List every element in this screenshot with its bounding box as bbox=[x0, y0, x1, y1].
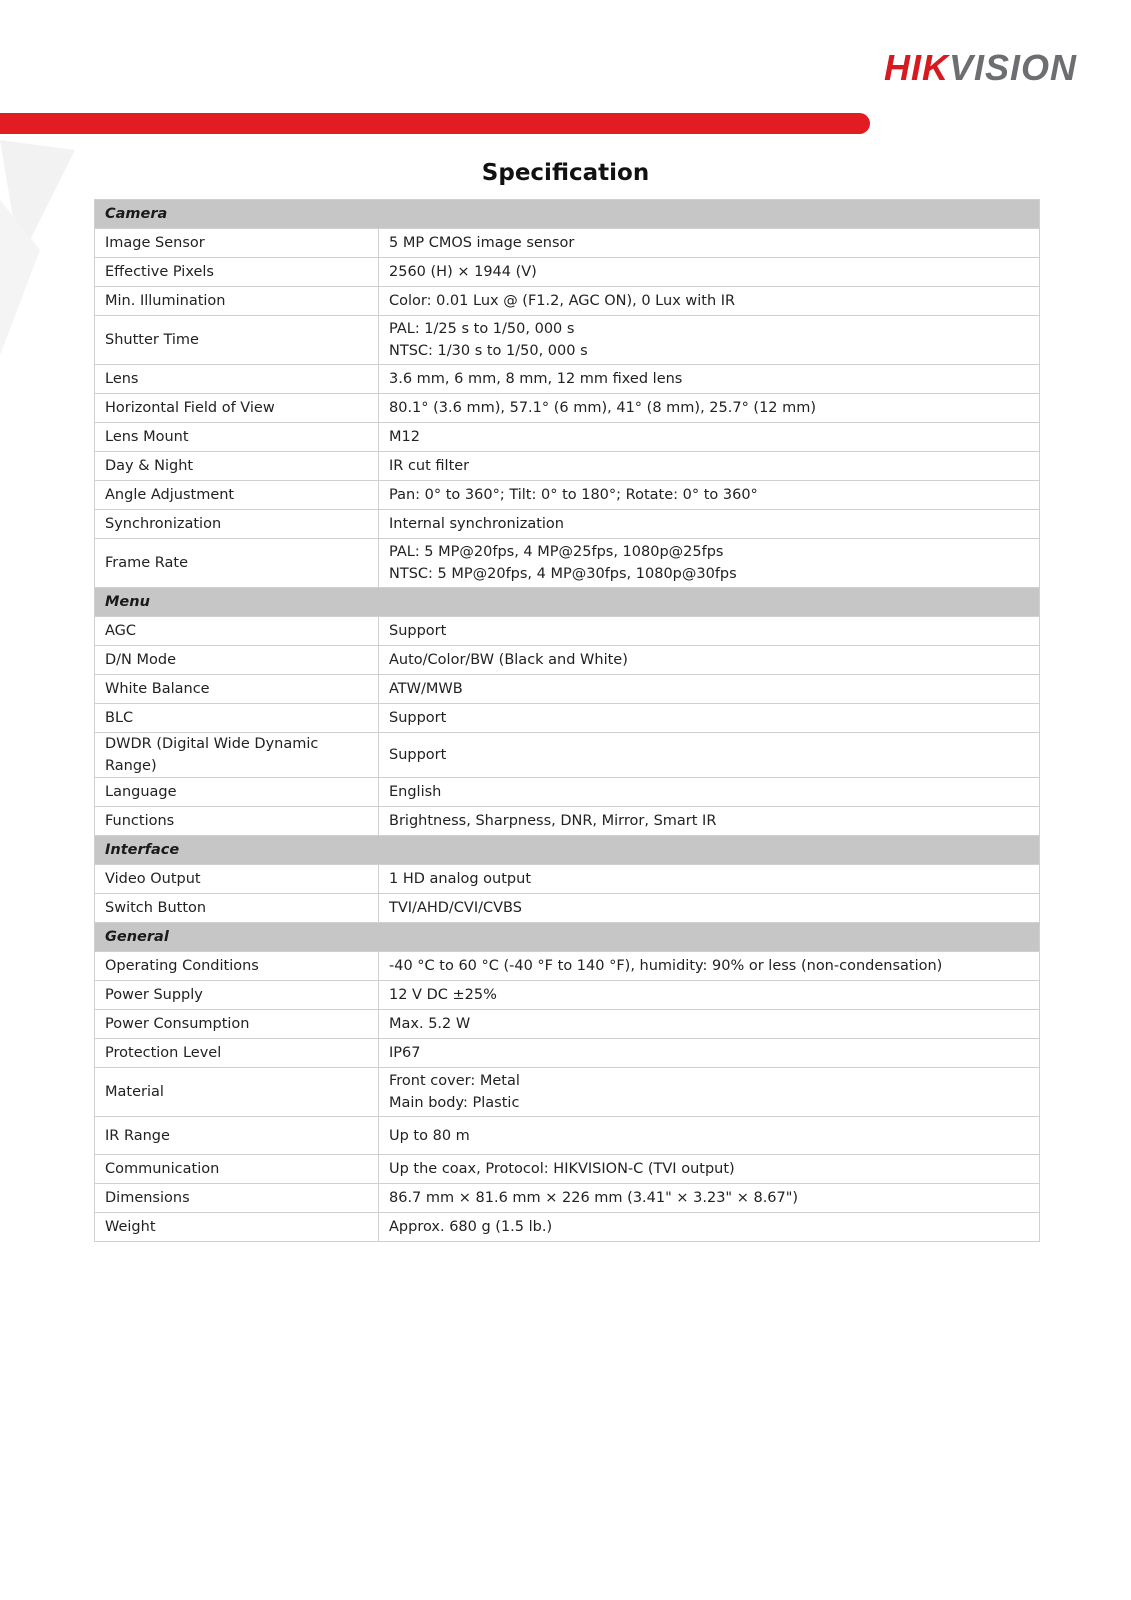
spec-value bbox=[379, 1010, 1040, 1039]
spec-row-weight bbox=[95, 1213, 1040, 1242]
spec-row-power-consumption bbox=[95, 1010, 1040, 1039]
spec-value-line: -40 °C to 60 °C (-40 °F to 140 °F), humidity: 90% or less (non-condensation) bbox=[389, 958, 943, 974]
spec-value bbox=[379, 952, 1040, 981]
section-title: Camera bbox=[95, 200, 1040, 229]
spec-value bbox=[379, 481, 1040, 510]
spec-row-d-n-mode bbox=[95, 646, 1040, 675]
spec-label: Shutter Time bbox=[95, 316, 379, 365]
spec-value bbox=[379, 865, 1040, 894]
spec-value-line: Front cover: Metal bbox=[389, 1073, 520, 1089]
spec-value bbox=[379, 617, 1040, 646]
spec-value-line: 12 V DC ±25% bbox=[389, 987, 497, 1003]
spec-label: Dimensions bbox=[95, 1184, 379, 1213]
spec-value bbox=[379, 258, 1040, 287]
spec-row-protection-level bbox=[95, 1039, 1040, 1068]
section-header-interface bbox=[95, 836, 1040, 865]
hikvision-logo bbox=[883, 47, 1077, 88]
spec-value-line: Approx. 680 g (1.5 lb.) bbox=[389, 1219, 553, 1235]
spec-value bbox=[379, 1213, 1040, 1242]
spec-value-line: Pan: 0° to 360°; Tilt: 0° to 180°; Rotate: 0° to 360° bbox=[389, 487, 758, 503]
spec-value-line: NTSC: 5 MP@20fps, 4 MP@30fps, 1080p@30fps bbox=[389, 566, 737, 582]
spec-row-switch-button bbox=[95, 894, 1040, 923]
spec-value bbox=[379, 894, 1040, 923]
spec-label: Frame Rate bbox=[95, 539, 379, 588]
spec-value bbox=[379, 316, 1040, 365]
spec-value-line: Main body: Plastic bbox=[389, 1095, 520, 1111]
spec-value bbox=[379, 646, 1040, 675]
spec-value-line: Internal synchronization bbox=[389, 516, 564, 532]
section-title: Interface bbox=[95, 836, 1040, 865]
specification-table bbox=[94, 199, 1040, 1242]
spec-value-line: Support bbox=[389, 747, 447, 763]
spec-label: Power Supply bbox=[95, 981, 379, 1010]
spec-value-line: ATW/MWB bbox=[389, 681, 463, 697]
section-header-camera bbox=[95, 200, 1040, 229]
spec-value-line: 80.1° (3.6 mm), 57.1° (6 mm), 41° (8 mm), 25.7° (12 mm) bbox=[389, 400, 817, 416]
spec-value bbox=[379, 365, 1040, 394]
spec-value-line: IP67 bbox=[389, 1045, 421, 1061]
spec-value bbox=[379, 1155, 1040, 1184]
spec-value bbox=[379, 1184, 1040, 1213]
spec-row-effective-pixels bbox=[95, 258, 1040, 287]
spec-row-blc bbox=[95, 704, 1040, 733]
spec-value-line: Support bbox=[389, 623, 447, 639]
spec-row-shutter-time bbox=[95, 316, 1040, 365]
spec-value-line: Up to 80 m bbox=[389, 1127, 470, 1144]
spec-label: IR Range bbox=[95, 1117, 379, 1155]
spec-label: Day & Night bbox=[95, 452, 379, 481]
spec-label: Weight bbox=[95, 1213, 379, 1242]
spec-value-line: TVI/AHD/CVI/CVBS bbox=[389, 900, 522, 916]
section-header-menu bbox=[95, 588, 1040, 617]
spec-label: Material bbox=[95, 1068, 379, 1117]
spec-value bbox=[379, 733, 1040, 778]
spec-label: Video Output bbox=[95, 865, 379, 894]
spec-value bbox=[379, 1117, 1040, 1155]
spec-value bbox=[379, 510, 1040, 539]
spec-label: Power Consumption bbox=[95, 1010, 379, 1039]
spec-label: Lens bbox=[95, 365, 379, 394]
spec-row-material bbox=[95, 1068, 1040, 1117]
spec-value bbox=[379, 675, 1040, 704]
spec-label: Image Sensor bbox=[95, 229, 379, 258]
spec-row-functions bbox=[95, 807, 1040, 836]
spec-value bbox=[379, 452, 1040, 481]
spec-value-line: PAL: 1/25 s to 1/50, 000 s bbox=[389, 321, 575, 337]
spec-value bbox=[379, 1039, 1040, 1068]
spec-label: Communication bbox=[95, 1155, 379, 1184]
page-title: Specification bbox=[481, 160, 650, 186]
spec-label: Angle Adjustment bbox=[95, 481, 379, 510]
spec-value bbox=[379, 704, 1040, 733]
spec-label: Switch Button bbox=[95, 894, 379, 923]
spec-value-line: 2560 (H) × 1944 (V) bbox=[389, 264, 537, 280]
spec-row-lens bbox=[95, 365, 1040, 394]
section-header-general bbox=[95, 923, 1040, 952]
spec-row-image-sensor bbox=[95, 229, 1040, 258]
spec-row-ir-range bbox=[95, 1117, 1040, 1155]
section-title: Menu bbox=[95, 588, 1040, 617]
spec-value bbox=[379, 981, 1040, 1010]
spec-row-language bbox=[95, 778, 1040, 807]
spec-label: Operating Conditions bbox=[95, 952, 379, 981]
spec-label: Synchronization bbox=[95, 510, 379, 539]
spec-value bbox=[379, 1068, 1040, 1117]
spec-label: D/N Mode bbox=[95, 646, 379, 675]
spec-label: Min. Illumination bbox=[95, 287, 379, 316]
spec-label: Effective Pixels bbox=[95, 258, 379, 287]
spec-value bbox=[379, 539, 1040, 588]
spec-row-day-night bbox=[95, 452, 1040, 481]
spec-label: Language bbox=[95, 778, 379, 807]
spec-value-line: 86.7 mm × 81.6 mm × 226 mm (3.41" × 3.23" × 8.67") bbox=[389, 1190, 799, 1206]
spec-value bbox=[379, 229, 1040, 258]
spec-value-line: 5 MP CMOS image sensor bbox=[389, 235, 575, 251]
spec-row-power-supply bbox=[95, 981, 1040, 1010]
spec-row-operating-conditions bbox=[95, 952, 1040, 981]
logo-vision-text: VISION bbox=[948, 47, 1077, 88]
spec-value-line: Brightness, Sharpness, DNR, Mirror, Smart IR bbox=[389, 813, 717, 829]
spec-row-dwdr-digital-wide-dynamic-range bbox=[95, 733, 1040, 778]
spec-value-line: Support bbox=[389, 710, 447, 726]
spec-label: Functions bbox=[95, 807, 379, 836]
spec-label: DWDR (Digital Wide Dynamic Range) bbox=[95, 733, 379, 778]
spec-value-line: M12 bbox=[389, 429, 420, 445]
spec-label: Lens Mount bbox=[95, 423, 379, 452]
spec-value-line: Auto/Color/BW (Black and White) bbox=[389, 652, 628, 668]
spec-value-line: English bbox=[389, 784, 442, 800]
spec-row-white-balance bbox=[95, 675, 1040, 704]
header-red-bar bbox=[0, 113, 870, 134]
spec-row-min-illumination bbox=[95, 287, 1040, 316]
spec-value bbox=[379, 807, 1040, 836]
spec-value-line: 3.6 mm, 6 mm, 8 mm, 12 mm fixed lens bbox=[389, 371, 683, 387]
spec-value-line: PAL: 5 MP@20fps, 4 MP@25fps, 1080p@25fps bbox=[389, 544, 724, 560]
spec-value-line: Up the coax, Protocol: HIKVISION-C (TVI output) bbox=[389, 1161, 735, 1177]
spec-row-agc bbox=[95, 617, 1040, 646]
spec-value-line: NTSC: 1/30 s to 1/50, 000 s bbox=[389, 343, 588, 359]
spec-row-frame-rate bbox=[95, 539, 1040, 588]
spec-value bbox=[379, 287, 1040, 316]
spec-row-video-output bbox=[95, 865, 1040, 894]
spec-value-line: Max. 5.2 W bbox=[389, 1016, 471, 1032]
spec-value bbox=[379, 778, 1040, 807]
spec-row-dimensions bbox=[95, 1184, 1040, 1213]
spec-row-communication bbox=[95, 1155, 1040, 1184]
spec-row-horizontal-field-of-view bbox=[95, 394, 1040, 423]
spec-row-synchronization bbox=[95, 510, 1040, 539]
spec-row-angle-adjustment bbox=[95, 481, 1040, 510]
spec-label: AGC bbox=[95, 617, 379, 646]
logo-hik-text: HIK bbox=[883, 47, 949, 88]
spec-value-line: Color: 0.01 Lux @ (F1.2, AGC ON), 0 Lux with IR bbox=[389, 293, 736, 309]
spec-value-line: 1 HD analog output bbox=[389, 871, 532, 887]
spec-label: White Balance bbox=[95, 675, 379, 704]
spec-value bbox=[379, 423, 1040, 452]
spec-label: Horizontal Field of View bbox=[95, 394, 379, 423]
spec-value bbox=[379, 394, 1040, 423]
section-title: General bbox=[95, 923, 1040, 952]
spec-label: Protection Level bbox=[95, 1039, 379, 1068]
specification-table-body bbox=[95, 200, 1040, 1242]
spec-row-lens-mount bbox=[95, 423, 1040, 452]
spec-value-line: IR cut filter bbox=[389, 458, 470, 474]
spec-label: BLC bbox=[95, 704, 379, 733]
